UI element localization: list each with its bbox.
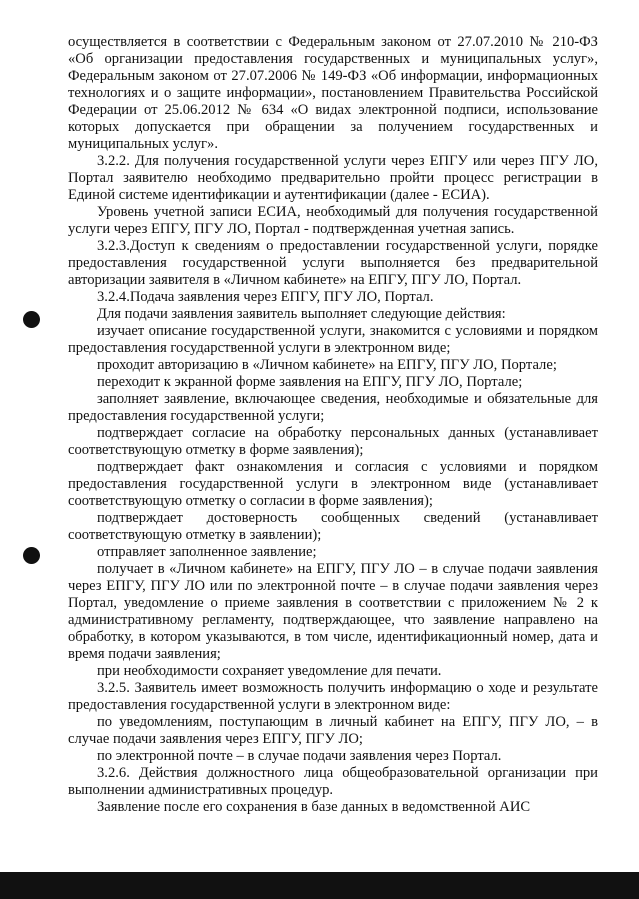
paragraph: отправляет заполненное заявление; [97, 544, 317, 560]
paragraph: подтверждает факт ознакомления и согласия с условиями и порядком предоставления государственной услуги в электронном виде (устанавливает соответствующую отметку о согласии в форме заявления); [68, 459, 598, 509]
paragraph: подтверждает достоверность сообщенных сведений (устанавливает соответствующую отметку в заявлении); [68, 510, 598, 543]
paragraph: по электронной почте – в случае подачи заявления через Портал. [97, 748, 502, 764]
punch-hole-mark [23, 311, 40, 328]
paragraph: 3.2.3.Доступ к сведениям о предоставлении государственной услуги, порядке предоставления государственной услуги выполняется без предварительной авторизации заявителя в «Личном кабинете» на ЕПГУ, ПГУ ЛО, Портал. [68, 238, 598, 288]
paragraph: Уровень учетной записи ЕСИА, необходимый для получения государственной услуги через ЕПГУ, ПГУ ЛО, Портал - подтвержденная учетная запись. [68, 204, 598, 237]
paragraph: 3.2.2. Для получения государственной услуги через ЕПГУ или через ПГУ ЛО, Портал заявителю необходимо предварительно пройти процесс регистрации в Единой системе идентификации и аутентификации (далее - ЕСИА). [68, 153, 598, 203]
paragraph: по уведомлениям, поступающим в личный кабинет на ЕПГУ, ПГУ ЛО, – в случае подачи заявления через ЕПГУ, ПГУ ЛО; [68, 714, 598, 747]
paragraph: при необходимости сохраняет уведомление для печати. [97, 663, 442, 679]
paragraph: получает в «Личном кабинете» на ЕПГУ, ПГУ ЛО – в случае подачи заявления через ЕПГУ, ПГУ ЛО или по электронной почте – в случае подачи заявления через Портал, уведомление о приеме заявления в соответствии с приложением № 2 к административному регламенту, подтверждающее, что заявление направлено на обработку, в котором указываются, в том числе, идентификационный номер, дата и время подачи заявления; [68, 561, 598, 662]
paragraph: осуществляется в соответствии с Федеральным законом от 27.07.2010 № 210-ФЗ «Об организации предоставления государственных и муниципальных услуг», Федеральным законом от 27.07.2006 № 149-ФЗ «Об информации, информационных технологиях и о защите информации», постановлением Правительства Российской Федерации от 25.06.2012 № 634 «О видах электронной подписи, использование которых допускается при обращении за получением государственных и муниципальных услуг». [68, 34, 598, 152]
document-body [68, 34, 598, 816]
paragraph: 3.2.5. Заявитель имеет возможность получить информацию о ходе и результате предоставления государственной услуги в электронном виде: [68, 680, 598, 713]
scan-edge-bar [0, 872, 639, 899]
paragraph: переходит к экранной форме заявления на ЕПГУ, ПГУ ЛО, Портале; [97, 374, 523, 390]
paragraph: проходит авторизацию в «Личном кабинете» на ЕПГУ, ПГУ ЛО, Портале; [97, 357, 557, 373]
paragraph: Заявление после его сохранения в базе данных в ведомственной АИС [97, 799, 531, 815]
paragraph: 3.2.6. Действия должностного лица общеобразовательной организации при выполнении административных процедур. [68, 765, 598, 798]
paragraph: заполняет заявление, включающее сведения, необходимые и обязательные для предоставления государственной услуги; [68, 391, 598, 424]
paragraph: 3.2.4.Подача заявления через ЕПГУ, ПГУ ЛО, Портал. [97, 289, 434, 305]
paragraph: изучает описание государственной услуги, знакомится с условиями и порядком предоставления государственной услуги в электронном виде; [68, 323, 598, 356]
punch-hole-mark [23, 547, 40, 564]
paragraph: подтверждает согласие на обработку персональных данных (устанавливает соответствующую отметку в форме заявления); [68, 425, 598, 458]
paragraph: Для подачи заявления заявитель выполняет следующие действия: [97, 306, 506, 322]
